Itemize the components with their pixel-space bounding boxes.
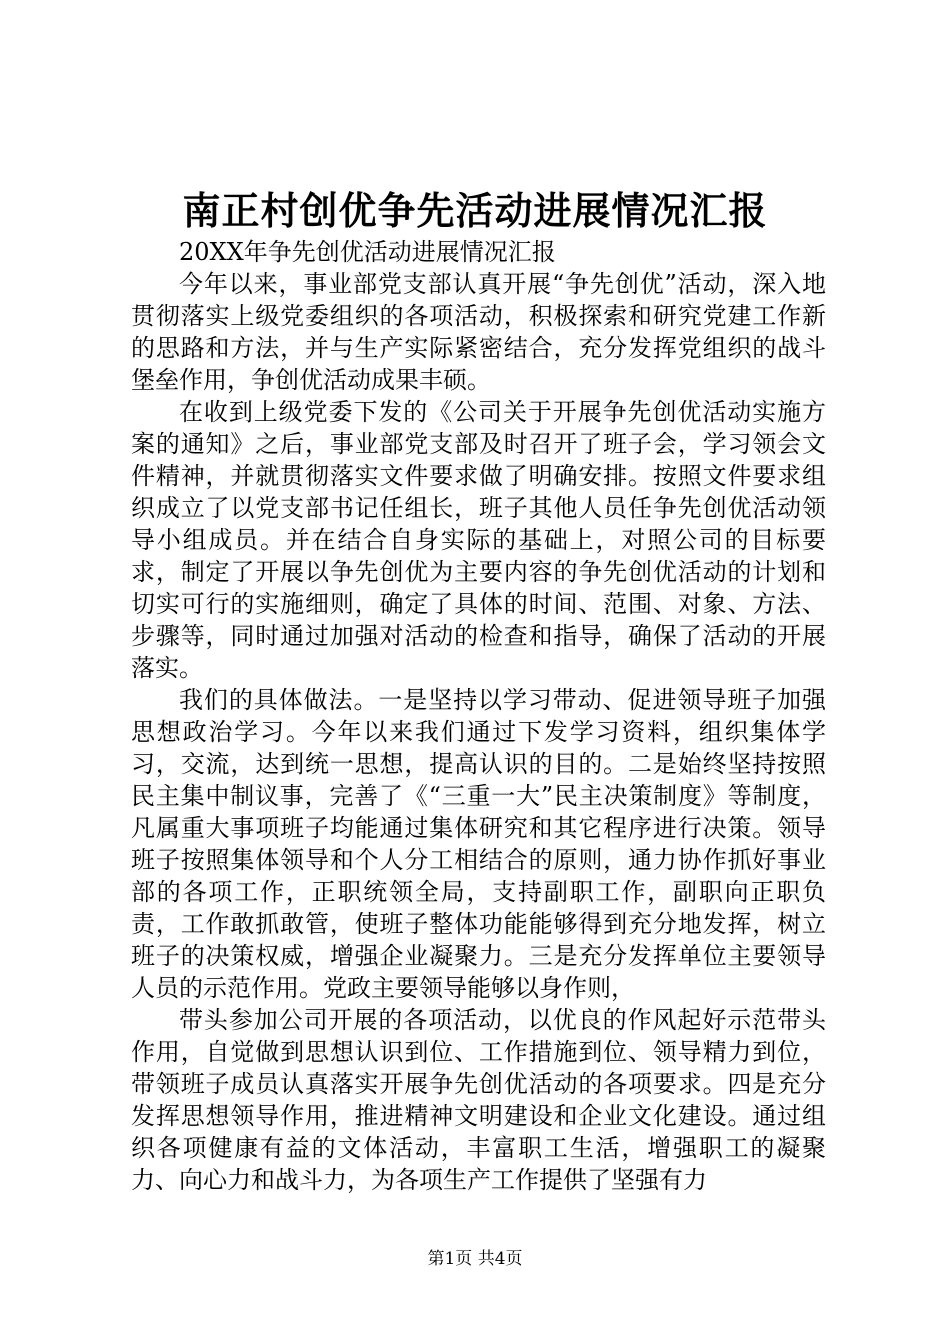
paragraph: 我们的具体做法。一是坚持以学习带动、促进领导班子加强思想政治学习。今年以来我们通过下发学习资料，组织集体学习，交流，达到统一思想，提高认识的目的。二是始终坚持按照民主集中制议事，完善了《“三重一大”民主决策制度》等制度，凡属重大事项班子均能通过集体研究和其它程序进行决策。领导班子按照集体领导和个人分工相结合的原则，通力协作抓好事业部的各项工作，正职统领全局，支持副职工作，副职向正职负责，工作敢抓敢管，使班子整体功能能够得到充分地发挥，树立班子的决策权威，增强企业凝聚力。三是充分发挥单位主要领导人员的示范作用。党政主要领导能够以身作则，: [131, 686, 826, 1002]
page-number-footer: 第1页 共4页: [427, 1249, 523, 1269]
paragraph-subtitle: 20XX年争先创优活动进展情况汇报: [179, 238, 556, 266]
paragraph: 今年以来，事业部党支部认真开展“争先创优”活动，深入地贯彻落实上级党委组织的各项活动，积极探索和研究党建工作新的思路和方法，并与生产实际紧密结合，充分发挥党组织的战斗堡垒作用，争创优活动成果丰硕。: [131, 270, 826, 394]
document-body: [131, 236, 826, 1196]
paragraph: 带头参加公司开展的各项活动，以优良的作风起好示范带头作用，自觉做到思想认识到位、工作措施到位、领导精力到位，带领班子成员认真落实开展争先创优活动的各项要求。四是充分发挥思想领导作用，推进精神文明建设和企业文化建设。通过组织各项健康有益的文体活动，丰富职工生活，增强职工的凝聚力、向心力和战斗力，为各项生产工作提供了坚强有力: [131, 1006, 826, 1194]
document-title: 南正村创优争先活动进展情况汇报: [182, 188, 768, 233]
paragraph: 在收到上级党委下发的《公司关于开展争先创优活动实施方案的通知》之后，事业部党支部及时召开了班子会，学习领会文件精神，并就贯彻落实文件要求做了明确安排。按照文件要求组织成立了以党支部书记任组长，班子其他人员任争先创优活动领导小组成员。并在结合自身实际的基础上，对照公司的目标要求，制定了开展以争先创优为主要内容的争先创优活动的计划和切实可行的实施细则，确定了具体的时间、范围、对象、方法、步骤等，同时通过加强对活动的检查和指导，确保了活动的开展落实。: [131, 398, 826, 682]
